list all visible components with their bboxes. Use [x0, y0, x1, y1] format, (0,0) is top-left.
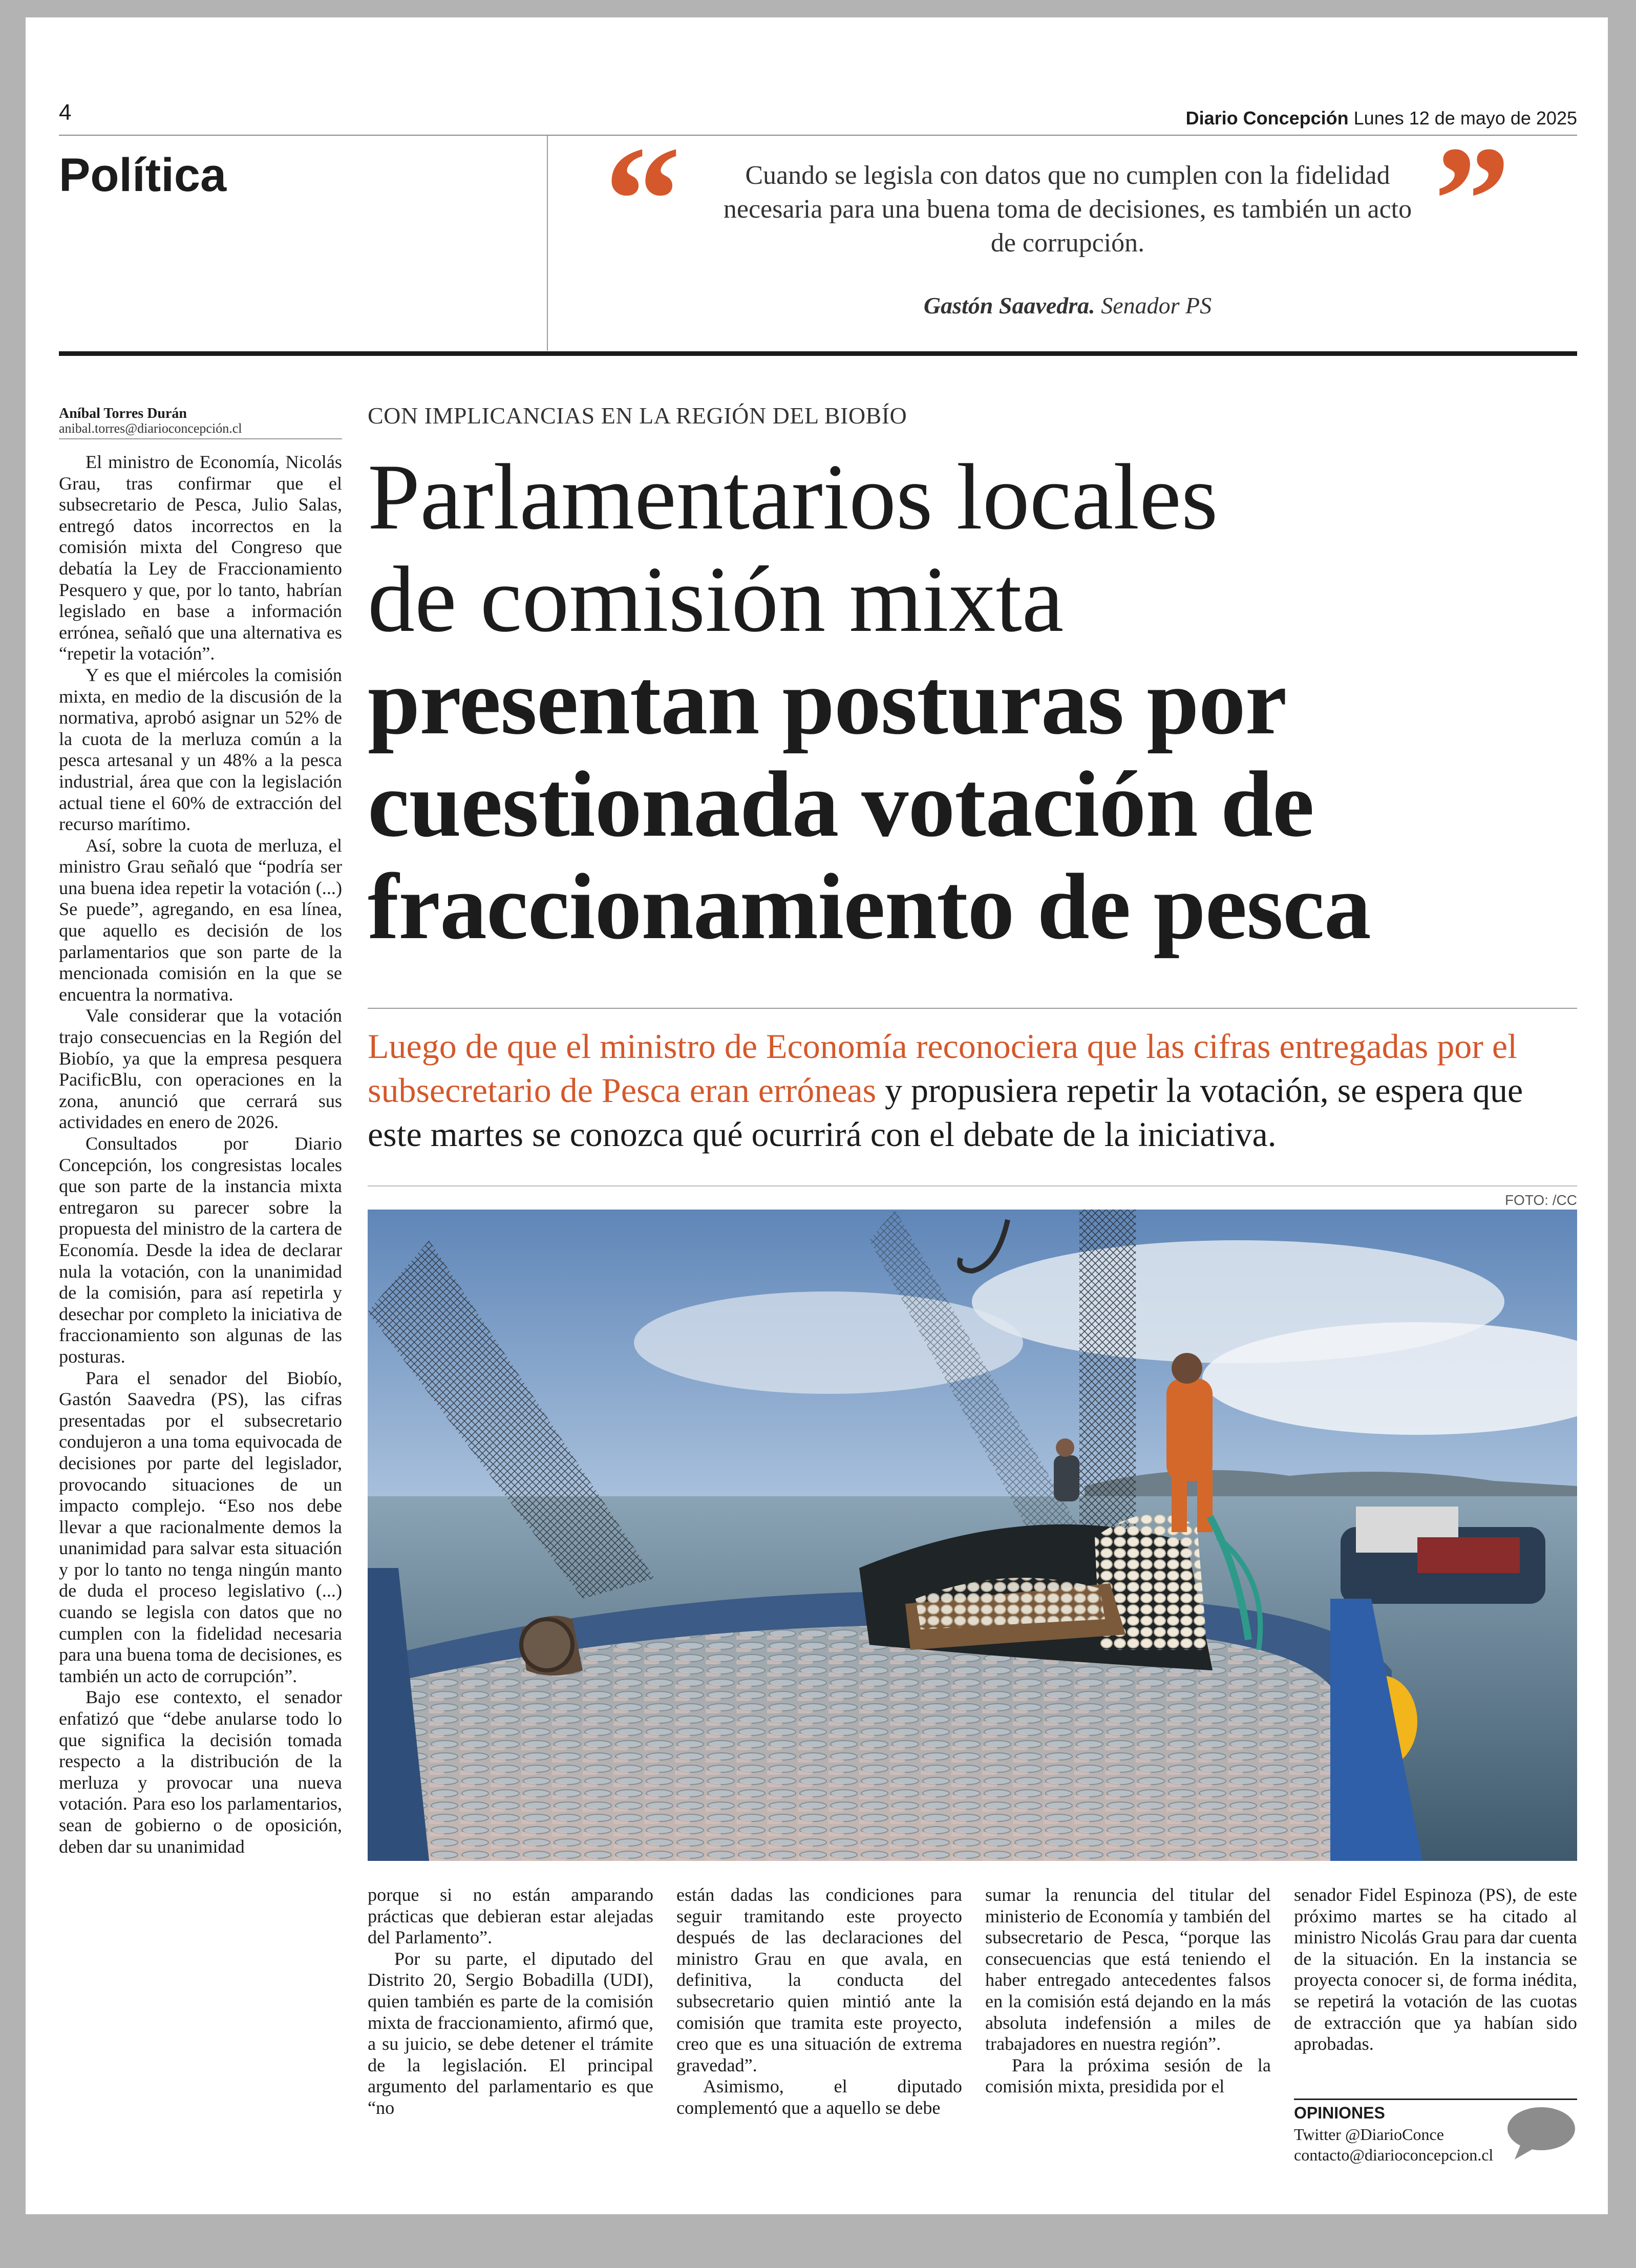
headline-line: de comisión mixta — [368, 547, 1064, 651]
paragraph: Consultados por Diario Concepción, los congresistas locales que son parte de la instancia mixta entregaron su parecer sobre la propuesta del ministro de la cartera de Economía. Desde la idea de declarar nula la votación, con la unanimidad de la comisión, para así repetirla y desechar por completo la iniciativa de fraccionamiento son algunas de las posturas. — [59, 1133, 342, 1367]
paragraph: Vale considerar que la votación trajo consecuencias en la Región del Biobío, ya que la empresa pesquera PacificBlu, con operaciones en la zona, anunció que cerrará sus actividades en enero de 2026. — [59, 1005, 342, 1133]
header-thick-rule — [59, 351, 1577, 356]
article-headline — [368, 446, 1577, 958]
headline-line: Parlamentarios locales — [368, 444, 1218, 549]
dek-highlight: Luego de que el ministro de Economía reconociera que las cifras entregadas por el subsecretario de Pesca eran erróneas — [368, 1027, 1517, 1110]
quote-author-role: Senador PS — [1101, 292, 1212, 319]
opinions-twitter: Twitter @DiarioConce — [1294, 2125, 1444, 2144]
paragraph: Asimismo, el diputado complementó que a aquello se debe — [676, 2076, 962, 2118]
photo-credit: FOTO: /CC — [1504, 1192, 1577, 1208]
body-column-4 — [985, 1884, 1271, 2097]
paragraph: Para la próxima sesión de la comisión mixta, presidida por el — [985, 2054, 1271, 2097]
byline-email: anibal.torres@diarioconcepción.cl — [59, 421, 242, 436]
newspaper-name: Diario Concepción — [1185, 108, 1349, 129]
article-photo-fishing-boat — [368, 1210, 1577, 1861]
paragraph: Para el senador del Biobío, Gastón Saavedra (PS), las cifras presentadas por el subsecretario condujeron a una toma equivocada de decisiones por parte del legislador, provocando situaciones de un impacto complejo. “Eso nos debe llevar a que racionalmente demos la unanimidad para salvar esta situación y por lo tanto no tenga ningún manto de duda el proceso legislativo (...) cuando se legisla con datos que no cumplen con la fidelidad necesaria para una buena toma de decisiones, es también un acto de corrupción”. — [59, 1367, 342, 1686]
headline-line: presentan posturas por — [368, 649, 1287, 754]
headline-line: fraccionamiento de pesca — [368, 854, 1371, 959]
paragraph: están dadas las condiciones para seguir tramitando este proyecto después de las declaraciones del ministro Grau en que avala, en definitiva, la conducta del subsecretario quien mintió ante la comisión que tramita este proyecto, creo que es una situación de extrema gravedad”. — [676, 1884, 962, 2075]
header-divider — [547, 136, 548, 351]
body-column-3 — [676, 1884, 962, 2119]
byline-rule — [59, 438, 342, 439]
page-number: 4 — [59, 100, 72, 125]
quote-author-name: Gastón Saavedra. — [923, 292, 1095, 319]
paragraph: Bajo ese contexto, el senador enfatizó que “debe anularse todo lo que significa la decisión tomada respecto a la distribución de la merluza y provocar una nueva votación. Para eso los parlamentarios, sean de gobierno o de oposición, deben dar su unanimidad — [59, 1687, 342, 1857]
issue-date: Lunes 12 de mayo de 2025 — [1353, 108, 1577, 129]
section-title: Política — [59, 149, 227, 201]
dek-text: y propusiera repetir la votación, se espera que este martes se conozca qué ocurrirá con el debate de la iniciativa. — [368, 1071, 1523, 1154]
masthead — [1186, 108, 1577, 129]
byline-name: Aníbal Torres Durán — [59, 406, 187, 421]
pull-quote-author — [717, 292, 1418, 319]
dek-rule — [368, 1008, 1577, 1009]
paragraph: senador Fidel Espinoza (PS), de este próximo martes se ha citado al ministro Nicolás Grau para dar cuenta de la situación. En la instancia se proyecta conocer si, de forma inédita, se repetirá la votación de las cuotas de extracción que ya habían sido aprobadas. — [1294, 1884, 1577, 2054]
paragraph: Y es que el miércoles la comisión mixta, en medio de la discusión de la normativa, aprobó asignar un 52% de la cuota de la merluza común a la pesca artesanal y un 48% a la pesca industrial, área que con la legislación actual tiene el 60% de extracción del recurso marítimo. — [59, 664, 342, 835]
article-dek — [368, 1024, 1577, 1156]
opinions-heading: OPINIONES — [1294, 2104, 1385, 2122]
speech-bubble-icon — [1505, 2106, 1577, 2165]
paragraph: porque si no están amparando prácticas que debieran estar alejadas del Parlamento”. — [368, 1884, 653, 1948]
paragraph: Así, sobre la cuota de merluza, el ministro Grau señaló que “podría ser una buena idea repetir la votación (...) Se puede”, agregando, en esa línea, que aquello es decisión de los parlamentarios que son parte de la mencionada comisión en la que se encuentra la normativa. — [59, 835, 342, 1005]
body-column-2 — [368, 1884, 653, 2119]
header-rule — [59, 135, 1577, 136]
close-quote-icon: ” — [1434, 115, 1511, 285]
pull-quote-text: Cuando se legisla con datos que no cumplen con la fidelidad necesaria para una buena toma de decisiones, es también un acto de corrupción. — [723, 161, 1412, 258]
opinions-rule — [1294, 2099, 1577, 2100]
body-column-1 — [59, 452, 342, 1857]
paragraph: El ministro de Economía, Nicolás Grau, tras confirmar que el subsecretario de Pesca, Julio Salas, entregó datos incorrectos en la comisión mixta del Congreso que debatía la Ley de Fraccionamiento Pesquero y que, por lo tanto, habrían legislado en base a información errónea, señaló que una alternativa es “repetir la votación”. — [59, 452, 342, 664]
open-quote-icon: “ — [604, 115, 681, 285]
paragraph: Por su parte, el diputado del Distrito 20, Sergio Bobadilla (UDI), quien también es parte de la comisión mixta de fraccionamiento, afirmó que, a su juicio, se debe detener el trámite de la legislación. El principal argumento del parlamentario es que “no — [368, 1948, 653, 2118]
photo-rule — [368, 1185, 1577, 1186]
paragraph: sumar la renuncia del titular del ministerio de Economía y también del subsecretario de Pesca, “porque las consecuencias que está teniendo el haber entregado antecedentes falsos en la comisión está dejando en la más absoluta indefensión a miles de trabajadores en nuestra región”. — [985, 1884, 1271, 2054]
body-column-5 — [1294, 1884, 1577, 2055]
article-kicker: CON IMPLICANCIAS EN LA REGIÓN DEL BIOBÍO — [368, 402, 907, 429]
opinions-email: contacto@diarioconcepcion.cl — [1294, 2146, 1494, 2164]
headline-line: cuestionada votación de — [368, 752, 1314, 856]
